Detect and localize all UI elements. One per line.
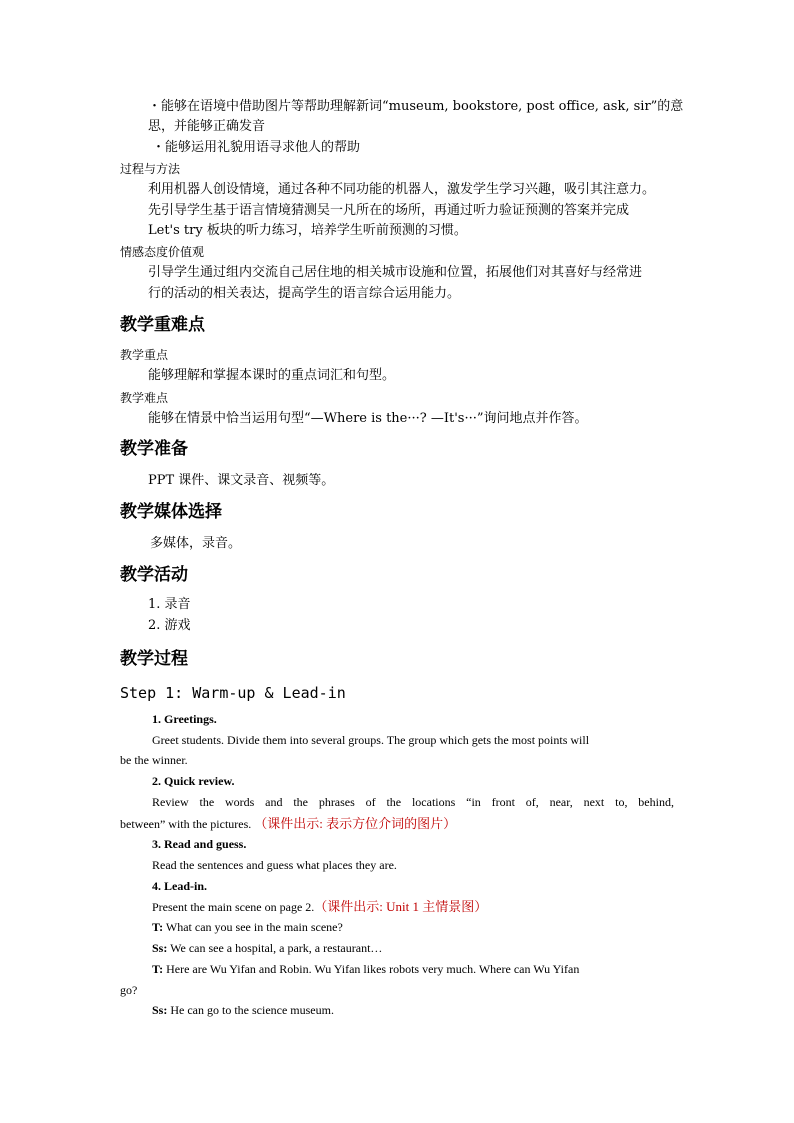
review-word: the bbox=[293, 795, 308, 809]
heading-media: 教学媒体选择 bbox=[120, 502, 222, 522]
objective-bullet-1-cont: 思，并能够正确发音 bbox=[148, 119, 266, 134]
dialogue-students-1 bbox=[152, 940, 382, 957]
heading-key-points: 教学重难点 bbox=[120, 315, 205, 335]
activity-item-2: 2. 游戏 bbox=[148, 618, 191, 633]
review-word: words bbox=[224, 795, 255, 809]
teacher-label: T: bbox=[152, 920, 164, 934]
teacher-line-1: What can you see in the main scene? bbox=[163, 920, 343, 934]
review-word: front bbox=[491, 795, 515, 809]
review-word: the bbox=[386, 795, 402, 809]
review-word: to, bbox=[615, 795, 628, 809]
teacher-line-2: Here are Wu Yifan and Robin. Wu Yifan likes robots very much. Where can Wu Yifan bbox=[163, 962, 580, 976]
students-line-1: We can see a hospital, a park, a restaurant… bbox=[167, 941, 383, 955]
greetings-title: 1. Greetings. bbox=[152, 712, 217, 726]
leadin-title: 4. Lead-in. bbox=[152, 879, 208, 893]
process-method-line-3: Let's try 板块的听力练习，培养学生听前预测的习惯。 bbox=[148, 223, 467, 238]
review-line-2 bbox=[120, 815, 456, 833]
heading-activities: 教学活动 bbox=[120, 565, 188, 585]
dialogue-teacher-2 bbox=[152, 961, 579, 978]
review-line-1 bbox=[152, 794, 674, 811]
review-word: “in bbox=[466, 795, 481, 809]
review-title: 2. Quick review. bbox=[152, 774, 235, 788]
teacher-label-2: T: bbox=[152, 962, 164, 976]
dialogue-students-2 bbox=[152, 1002, 334, 1019]
review-word: Review bbox=[152, 795, 189, 809]
emotion-label: 情感态度价值观 bbox=[120, 245, 205, 259]
review-word: next bbox=[583, 795, 605, 809]
process-method-label: 过程与方法 bbox=[120, 162, 181, 176]
review-word: phrases bbox=[318, 795, 355, 809]
review-line-2-text: between” with the pictures. bbox=[120, 817, 255, 831]
difficulty-label: 教学难点 bbox=[120, 391, 169, 405]
students-line-2: He can go to the science museum. bbox=[167, 1003, 334, 1017]
objective-bullet-2: ・能够运用礼貌用语寻求他人的帮助 bbox=[152, 140, 361, 155]
activity-item-1: 1. 录音 bbox=[148, 597, 191, 612]
focus-label: 教学重点 bbox=[120, 348, 169, 362]
review-word: near, bbox=[549, 795, 573, 809]
review-word: and bbox=[265, 795, 283, 809]
leadin-text bbox=[152, 898, 487, 916]
media-text: 多媒体，录音。 bbox=[150, 536, 242, 551]
greetings-line-1: Greet students. Divide them into several groups. The group which gets the most points will bbox=[152, 733, 590, 747]
difficulty-text: 能够在情景中恰当运用句型“—Where is the···? —It's···”询问地点并作答。 bbox=[148, 411, 588, 426]
guess-title: 3. Read and guess. bbox=[152, 837, 247, 851]
guess-text: Read the sentences and guess what places they are. bbox=[152, 858, 397, 872]
process-method-line-2: 先引导学生基于语言情境猜测吴一凡所在的场所，再通过听力验证预测的答案并完成 bbox=[148, 203, 630, 218]
dialogue-teacher-1 bbox=[152, 919, 343, 936]
students-label-2: Ss: bbox=[152, 1003, 168, 1017]
dialogue-teacher-2-cont: go? bbox=[120, 983, 138, 997]
leadin-text-note: （课件出示: Unit 1 主情景图） bbox=[314, 899, 488, 914]
review-line-2-note: （课件出示: 表示方位介词的图片） bbox=[254, 816, 457, 831]
focus-text: 能够理解和掌握本课时的重点词汇和句型。 bbox=[148, 368, 396, 383]
objective-bullet-1: ・能够在语境中借助图片等帮助理解新词“museum, bookstore, post office, ask, sir”的意 bbox=[148, 99, 684, 114]
students-label: Ss: bbox=[152, 941, 168, 955]
heading-preparation: 教学准备 bbox=[120, 439, 188, 459]
preparation-text: PPT 课件、课文录音、视频等。 bbox=[148, 473, 335, 488]
leadin-text-main: Present the main scene on page 2. bbox=[152, 900, 315, 914]
heading-process: 教学过程 bbox=[120, 649, 188, 669]
review-word: locations bbox=[411, 795, 456, 809]
review-word: the bbox=[199, 795, 215, 809]
process-method-line-1: 利用机器人创设情境，通过各种不同功能的机器人，激发学生学习兴趣，吸引其注意力。 bbox=[148, 182, 656, 197]
review-word: of bbox=[365, 795, 376, 809]
step-1-title: Step 1: Warm-up & Lead-in bbox=[120, 684, 346, 702]
review-word: of, bbox=[525, 795, 539, 809]
review-word: behind, bbox=[638, 795, 674, 809]
greetings-line-2: be the winner. bbox=[120, 753, 188, 767]
emotion-line-2: 行的活动的相关表达，提高学生的语言综合运用能力。 bbox=[148, 286, 461, 301]
emotion-line-1: 引导学生通过组内交流自己居住地的相关城市设施和位置，拓展他们对其喜好与经常进 bbox=[148, 265, 643, 280]
